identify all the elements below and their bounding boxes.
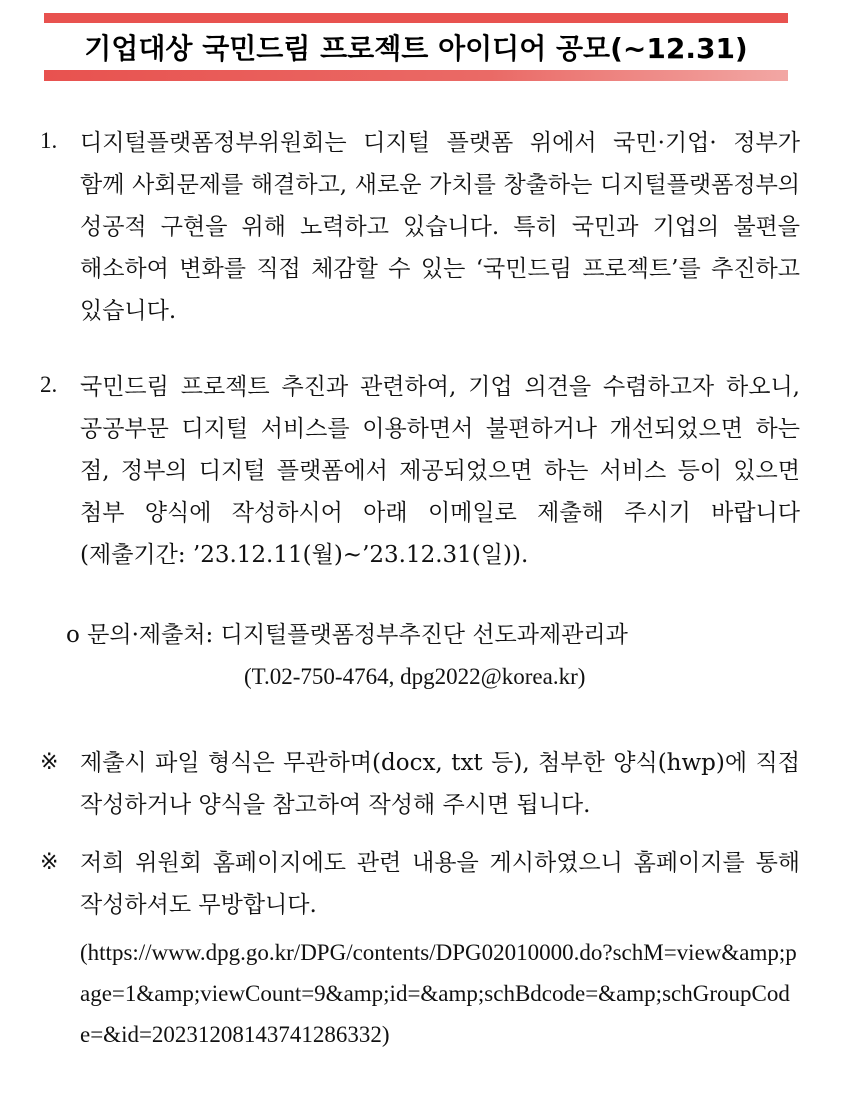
title-top-bar: [44, 13, 788, 23]
page-title: 기업대상 국민드림 프로젝트 아이디어 공모(~12.31): [84, 31, 748, 65]
item-number: 1.: [40, 128, 58, 153]
reference-mark-icon: ※: [40, 750, 59, 775]
note-homepage: 저희 위원회 홈페이지에도 관련 내용을 게시하였으니 홈페이지를 통해 작성하셔도 무방합니다.: [80, 850, 800, 918]
note-file-format: 제출시 파일 형식은 무관하며(docx, txt 등), 첨부한 양식(hwp)에 직접 작성하거나 양식을 참고하여 작성해 주시면 됩니다.: [80, 750, 800, 818]
contact-label: o 문의·제출처: 디지털플랫폼정부추진단 선도과제관리과: [66, 622, 628, 648]
item-number: 2.: [40, 372, 58, 397]
paragraph-intro: 디지털플랫폼정부위원회는 디지털 플랫폼 위에서 국민·기업· 정부가 함께 사회문제를 해결하고, 새로운 가치를 창출하는 디지털플랫폼정부의 성공적 구현을 위해 노력하고 있습니다. 특히 국민과 기업의 불편을 해소하여 변화를 직접 체감할 수 있는 ‘국민드림 프로젝트’를 추진하고 있습니다.: [80, 130, 800, 324]
reference-mark-icon: ※: [40, 850, 59, 875]
contact-details: (T.02-750-4764, dpg2022@korea.kr): [244, 664, 586, 689]
paragraph-request: 국민드림 프로젝트 추진과 관련하여, 기업 의견을 수렴하고자 하오니, 공공부문 디지털 서비스를 이용하면서 불편하거나 개선되었으면 하는 점, 정부의 디지털 플랫폼에서 제공되었으면 하는 서비스 등이 있으면 첨부 양식에 작성하시어 아래 이메일로 제출해 주시기 바랍니다(제출기간: ’23.12.11(월)~’23.12.31(일)).: [80, 374, 800, 568]
title-bottom-bar: [44, 70, 788, 81]
homepage-url: (https://www.dpg.go.kr/DPG/contents/DPG02010000.do?schM=view&amp;page=1&amp;viewCount=9&amp;id=&amp;schBdcode=&amp;schGroupCode=&id=20231208143741286332): [80, 940, 797, 1047]
